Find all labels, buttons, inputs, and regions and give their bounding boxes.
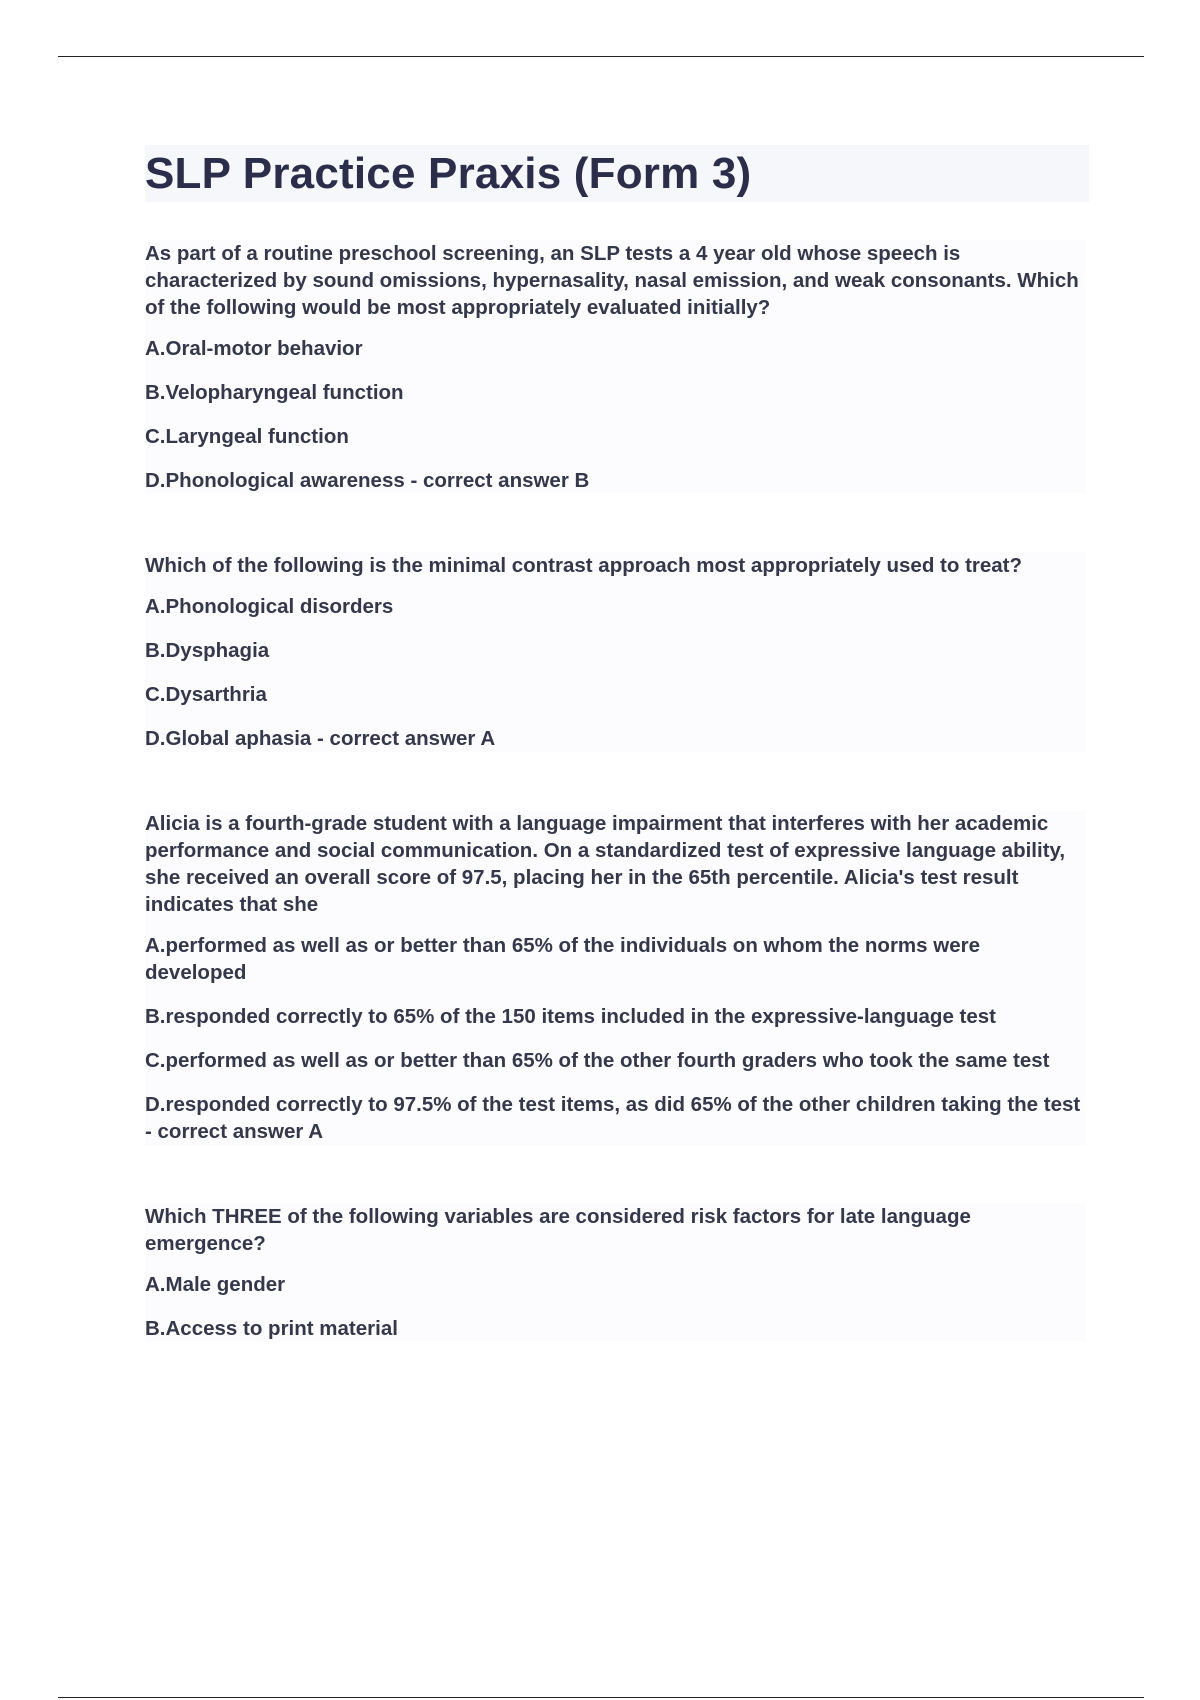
question-block: [145, 810, 1085, 1145]
answer-option: B.responded correctly to 65% of the 150 items included in the expressive-language test: [145, 1005, 997, 1028]
bottom-rule: [58, 1697, 1144, 1698]
top-rule: [58, 56, 1144, 57]
answer-option: A.performed as well as or better than 65% of the individuals on whom the norms were developed: [145, 934, 980, 984]
answer-option: B.Velopharyngeal function: [145, 381, 404, 404]
question-text: Alicia is a fourth-grade student with a language impairment that interferes with her academic performance and social communication. On a standardized test of expressive language ability, she received an overall score of 97.5, placing her in the 65th percentile. Alicia's test result indicates that she: [145, 812, 1066, 916]
answer-option: C.Laryngeal function: [145, 425, 349, 448]
answer-option: C.performed as well as or better than 65% of the other fourth graders who took the same test: [145, 1049, 1050, 1072]
answer-option: A.Male gender: [145, 1273, 286, 1296]
answer-option: D.Global aphasia - correct answer A: [145, 727, 496, 750]
question-block: [145, 1203, 1085, 1342]
answer-option: D.responded correctly to 97.5% of the test items, as did 65% of the other children taking the test - correct answer A: [145, 1093, 1081, 1143]
question-text: As part of a routine preschool screening, an SLP tests a 4 year old whose speech is characterized by sound omissions, hypernasality, nasal emission, and weak consonants. Which of the following would be most appropriately evaluated initially?: [145, 242, 1079, 319]
answer-option: A.Oral-motor behavior: [145, 337, 363, 360]
question-text: Which of the following is the minimal contrast approach most appropriately used to treat?: [145, 554, 1023, 577]
answer-option: A.Phonological disorders: [145, 595, 394, 618]
answer-option: B.Dysphagia: [145, 639, 270, 662]
answer-option: C.Dysarthria: [145, 683, 267, 706]
answer-option: D.Phonological awareness - correct answer B: [145, 469, 590, 492]
document-body: [145, 145, 1089, 1400]
question-block: [145, 240, 1085, 494]
answer-option: B.Access to print material: [145, 1317, 398, 1340]
title-banner: [145, 145, 1089, 202]
question-block: [145, 552, 1085, 752]
question-text: Which THREE of the following variables are considered risk factors for late language emergence?: [145, 1205, 971, 1255]
page-title: SLP Practice Praxis (Form 3): [145, 149, 752, 198]
